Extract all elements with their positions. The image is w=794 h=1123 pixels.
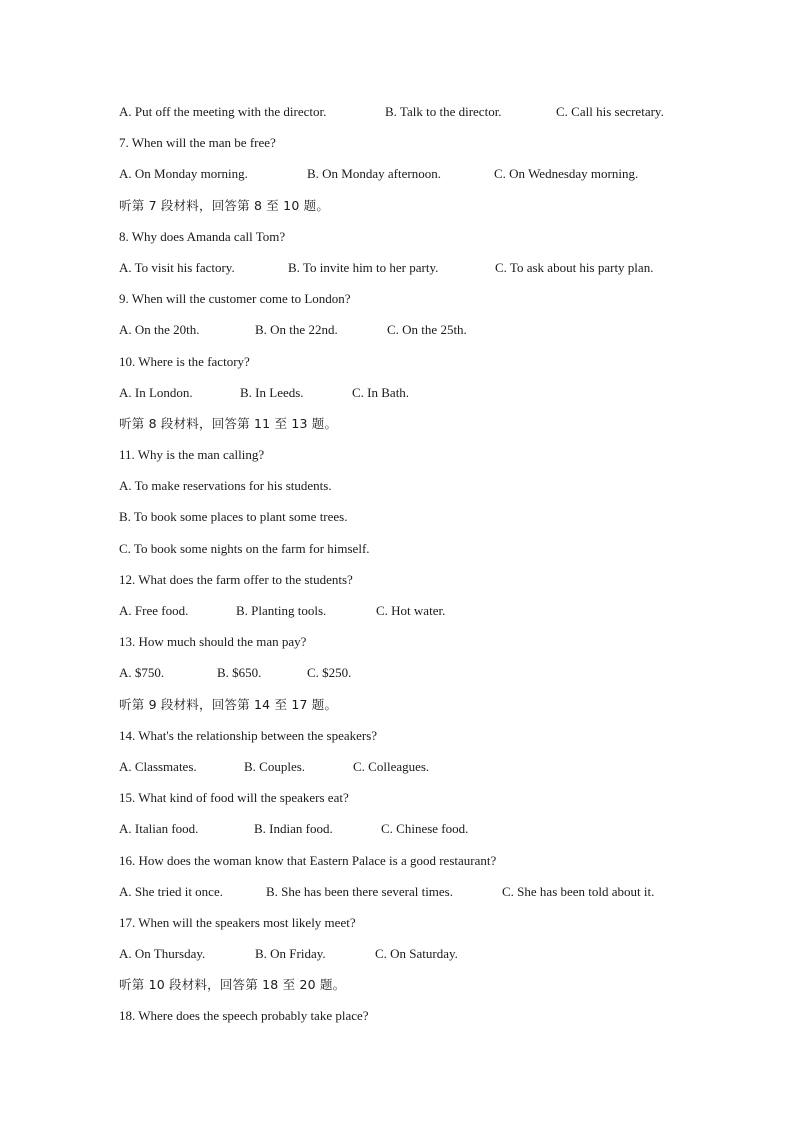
- options-row: [119, 256, 719, 287]
- option-b: B. Indian food.: [254, 821, 333, 837]
- question-18: [119, 1004, 719, 1035]
- section-text: 听第 8 段材料，回答第 11 至 13 题。: [119, 415, 338, 431]
- question-12: [119, 568, 719, 599]
- option-c: C. Colleagues.: [353, 758, 430, 774]
- option-c: C. She has been told about it.: [502, 883, 655, 899]
- option-b: B. Talk to the director.: [385, 104, 502, 119]
- option-b: B. She has been there several times.: [266, 883, 453, 899]
- option-b: B. Couples.: [244, 758, 306, 774]
- option-b: B. On Friday.: [255, 946, 326, 962]
- question-text: 18. Where does the speech probably take place?: [119, 1008, 369, 1024]
- options-row: [119, 599, 719, 630]
- option-c: C. To book some nights on the farm for himself.: [119, 540, 370, 556]
- option-a: A. Put off the meeting with the director.: [119, 104, 327, 119]
- option-b: B. On the 22nd.: [255, 322, 338, 338]
- options-row: [119, 381, 719, 412]
- question-10: [119, 350, 719, 381]
- option-a: A. Classmates.: [119, 758, 197, 774]
- option-b: B. $650.: [217, 665, 262, 681]
- option-c: C. On the 25th.: [387, 322, 467, 338]
- question-13: [119, 630, 719, 661]
- exam-page: [119, 100, 719, 1036]
- section-heading: [119, 973, 719, 1004]
- option-a: A. Italian food.: [119, 821, 199, 837]
- question-8: [119, 225, 719, 256]
- option-c: C. To ask about his party plan.: [495, 259, 654, 275]
- option-c: C. Hot water.: [376, 603, 446, 618]
- option-a: A. To make reservations for his students.: [119, 478, 332, 494]
- option-c: C. On Wednesday morning.: [494, 166, 639, 182]
- option-a: A. To visit his factory.: [119, 259, 235, 275]
- question-15: [119, 786, 719, 817]
- question-16: [119, 849, 719, 880]
- options-row: [119, 942, 719, 973]
- question-17: [119, 911, 719, 942]
- question-text: 12. What does the farm offer to the students?: [119, 571, 353, 587]
- question-11: [119, 443, 719, 474]
- section-text: 听第 7 段材料，回答第 8 至 10 题。: [119, 197, 330, 213]
- options-row: [119, 318, 719, 349]
- option-c: C. In Bath.: [352, 384, 410, 400]
- options-row: [119, 661, 719, 692]
- options-row: [119, 817, 719, 848]
- section-heading: [119, 693, 719, 724]
- section-heading: [119, 412, 719, 443]
- question-7: [119, 131, 719, 162]
- section-text: 听第 10 段材料，回答第 18 至 20 题。: [119, 977, 346, 993]
- option-c: C. Chinese food.: [381, 821, 469, 837]
- option-a: A. On Thursday.: [119, 946, 206, 962]
- question-text: 9. When will the customer come to London?: [119, 291, 351, 307]
- options-row: [119, 880, 719, 911]
- options-row: [119, 537, 719, 568]
- option-b: B. To invite him to her party.: [288, 259, 439, 275]
- option-c: C. $250.: [307, 665, 352, 681]
- option-a: A. Free food.: [119, 603, 189, 618]
- option-b: B. To book some places to plant some trees.: [119, 509, 348, 525]
- option-c: C. On Saturday.: [375, 946, 458, 962]
- option-a: A. She tried it once.: [119, 883, 223, 899]
- option-b: B. On Monday afternoon.: [307, 166, 441, 182]
- question-14: [119, 724, 719, 755]
- section-heading: [119, 194, 719, 225]
- option-a: A. On the 20th.: [119, 322, 200, 338]
- option-a: A. In London.: [119, 384, 193, 400]
- options-row: [119, 505, 719, 536]
- options-row: [119, 755, 719, 786]
- option-c: C. Call his secretary.: [556, 104, 664, 119]
- options-row: [119, 162, 719, 193]
- options-row: [119, 474, 719, 505]
- question-text: 10. Where is the factory?: [119, 353, 250, 369]
- option-b: B. Planting tools.: [236, 603, 327, 618]
- question-text: 11. Why is the man calling?: [119, 447, 265, 463]
- options-row: [119, 100, 719, 131]
- section-text: 听第 9 段材料，回答第 14 至 17 题。: [119, 696, 338, 712]
- question-text: 13. How much should the man pay?: [119, 634, 307, 650]
- option-a: A. $750.: [119, 665, 165, 681]
- question-text: 8. Why does Amanda call Tom?: [119, 228, 286, 244]
- option-b: B. In Leeds.: [240, 384, 304, 400]
- question-text: 7. When will the man be free?: [119, 135, 276, 151]
- question-text: 16. How does the woman know that Eastern Palace is a good restaurant?: [119, 852, 497, 868]
- option-a: A. On Monday morning.: [119, 166, 248, 182]
- question-text: 14. What's the relationship between the speakers?: [119, 727, 378, 743]
- question-text: 15. What kind of food will the speakers eat?: [119, 790, 349, 806]
- question-text: 17. When will the speakers most likely meet?: [119, 914, 356, 930]
- question-9: [119, 287, 719, 318]
